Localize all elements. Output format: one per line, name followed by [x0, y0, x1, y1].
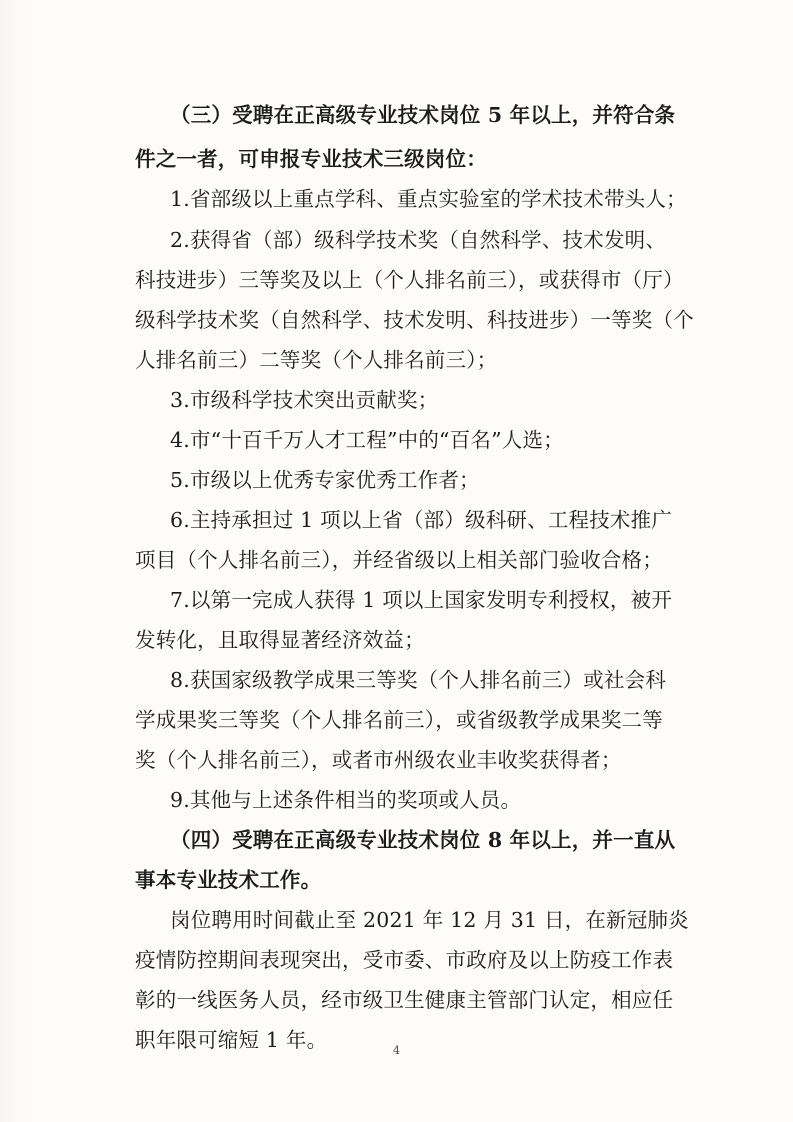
item-8-line-2: 学成果奖三等奖（个人排名前三），或省级教学成果奖二等 [135, 708, 663, 732]
item-4: 4.市“十百千万人才工程”中的“百名”人选； [170, 428, 564, 452]
item-6-line-2: 项目（个人排名前三），并经省级以上相关部门验收合格； [135, 548, 663, 572]
item-8-line-3: 奖（个人排名前三），或者市州级农业丰收奖获得者； [135, 748, 622, 772]
section-four-heading-line-1: （四）受聘在正高级专业技术岗位 8 年以上，并一直从 [170, 828, 676, 852]
item-7-line-2: 发转化，且取得显著经济效益； [135, 628, 425, 652]
item-8-line-1: 8.获国家级教学成果三等奖（个人排名前三）或社会科 [170, 668, 667, 692]
item-2-line-1: 2.获得省（部）级科学技术奖（自然科学、技术发明、 [170, 228, 667, 252]
item-1: 1.省部级以上重点学科、重点实验室的学术技术带头人； [170, 187, 687, 211]
note-line-1: 岗位聘用时间截止至 2021 年 12 月 31 日，在新冠肺炎 [170, 908, 689, 932]
section-three-heading-line-1: （三）受聘在正高级专业技术岗位 5 年以上，并符合条 [170, 103, 676, 127]
page-number: 4 [393, 1044, 400, 1057]
note-line-4: 职年限可缩短 1 年。 [135, 1028, 328, 1052]
item-7-line-1: 7.以第一完成人获得 1 项以上国家发明专利授权，被开 [170, 588, 673, 612]
item-3: 3.市级科学技术突出贡献奖； [170, 388, 439, 412]
note-line-3: 彰的一线医务人员，经市级卫生健康主管部门认定，相应任 [135, 988, 674, 1012]
section-three-heading-line-2: 件之一者，可申报专业技术三级岗位： [135, 147, 487, 171]
item-2-line-3: 级科学技术奖（自然科学、技术发明、科技进步）一等奖（个 [135, 308, 694, 332]
section-four-heading-line-2: 事本专业技术工作。 [135, 868, 322, 892]
item-5: 5.市级以上优秀专家优秀工作者； [170, 468, 480, 492]
item-2-line-2: 科技进步）三等奖及以上（个人排名前三），或获得市（厅） [135, 268, 684, 292]
item-9: 9.其他与上述条件相当的奖项或人员。 [170, 788, 522, 812]
item-2-line-4: 人排名前三）二等奖（个人排名前三）； [135, 348, 498, 372]
note-line-2: 疫情防控期间表现突出，受市委、市政府及以上防疫工作表 [135, 948, 674, 972]
item-6-line-1: 6.主持承担过 1 项以上省（部）级科研、工程技术推广 [170, 508, 673, 532]
